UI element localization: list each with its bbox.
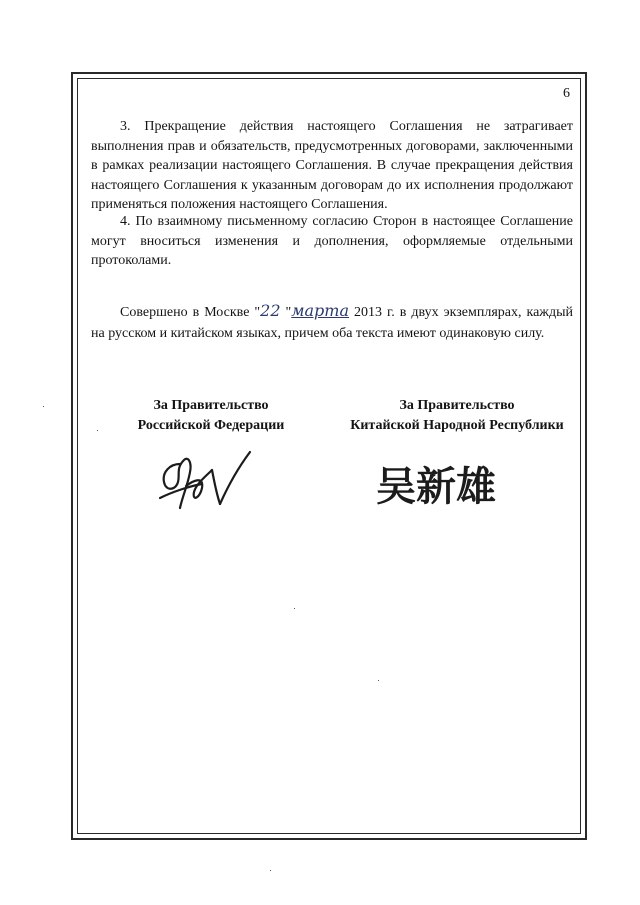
signature-china-handwritten [372,452,542,522]
signature-right-line2: Китайской Народной Республики [350,418,564,433]
signature-block-russia [116,396,306,436]
scan-speck [97,430,98,431]
closing-suffix: 2013 г. в двух экземплярах, каждый на русском и китайском языках, причем оба текста имеют одинаковую силу. [91,305,573,341]
signature-left-line1: За Правительство [153,398,269,413]
page-number: 6 [563,86,570,101]
closing-prefix: Совершено в Москве " [120,305,261,320]
paragraph-4: 4. По взаимному письменному согласию Сторон в настоящее Соглашение могут вноситься изменения и дополнения, оформляемые отдельными протоколами. [91,214,573,268]
scan-speck [270,870,271,871]
scan-speck [43,406,44,407]
paragraph-3: 3. Прекращение действия настоящего Соглашения не затрагивает выполнения прав и обязательств, предусмотренных договорами, заключенными в рамках реализации настоящего Соглашения. В случае прекращения действия настоящего Соглашения к указанным договорам до их исполнения продолжают применяться положения настоящего Соглашения. [91,119,573,212]
scan-speck [378,680,379,681]
signature-china-text: 吴新雄 [376,463,496,510]
signature-block-china [332,396,582,436]
signature-right-line1: За Правительство [399,398,515,413]
closing-statement [91,300,573,344]
signature-russia-handwritten [150,446,270,516]
closing-mid: " [280,305,292,320]
handwritten-month: марта [291,301,350,320]
signature-left-line2: Российской Федерации [137,418,285,433]
scan-speck [294,608,295,609]
handwritten-day: 22 [260,301,281,320]
